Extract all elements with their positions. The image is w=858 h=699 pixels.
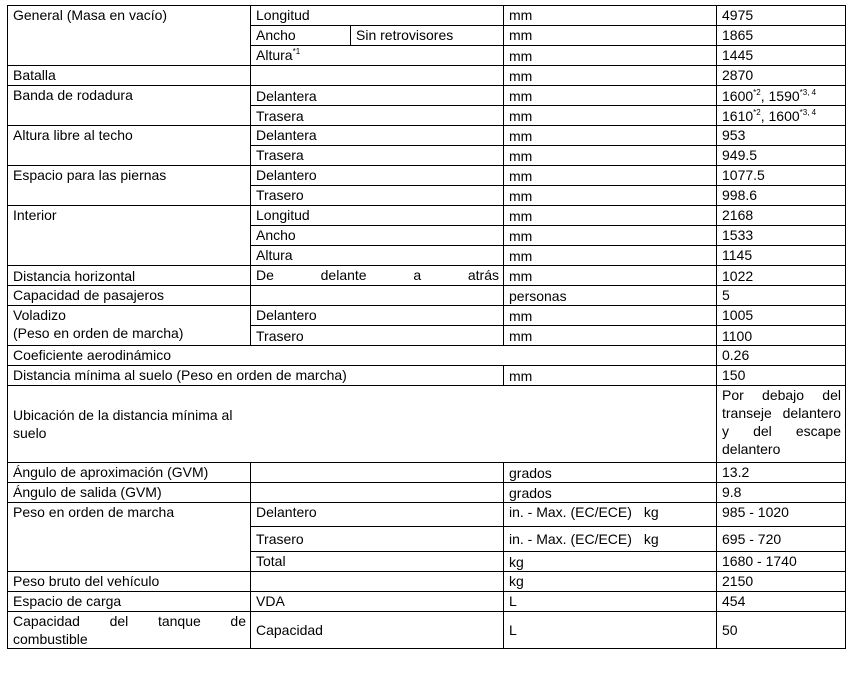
- row-label-altura-techo: Altura libre al techo: [8, 126, 251, 166]
- value-cell: 998.6: [717, 186, 846, 206]
- table-row: [8, 386, 846, 463]
- sub-label: Altura$^{*1}$: [251, 46, 504, 66]
- row-label-general: General (Masa en vacío): [8, 6, 251, 66]
- sub-label: Longitud: [251, 6, 504, 26]
- row-label-peso-bruto: Peso bruto del vehículo: [8, 572, 251, 592]
- value-cell: 695 - 720: [717, 527, 846, 552]
- value-cell: 9.8: [717, 483, 846, 503]
- table-row: [8, 503, 846, 527]
- row-label-aproximacion: Ángulo de aproximación (GVM): [8, 463, 251, 483]
- unit-cell: mm: [504, 226, 717, 246]
- value-cell: 1600$^{*2}$, 1590$^{*3, 4}$: [717, 86, 846, 106]
- unit-cell: mm: [504, 106, 717, 126]
- unit-cell: mm: [504, 186, 717, 206]
- sub-label: Altura: [251, 246, 504, 266]
- row-label-voladizo: Voladizo (Peso en orden de marcha): [8, 306, 251, 346]
- sub-label: Delantera: [251, 126, 504, 146]
- empty-cell: [251, 483, 504, 503]
- value-cell: 1145: [717, 246, 846, 266]
- unit-cell: mm: [504, 86, 717, 106]
- unit-cell: mm: [504, 326, 717, 346]
- value-cell: 1610$^{*2}$, 1600$^{*3, 4}$: [717, 106, 846, 126]
- empty-cell: [251, 66, 504, 86]
- unit-cell: mm: [504, 46, 717, 66]
- value-cell: 1077.5: [717, 166, 846, 186]
- unit-cell: mm: [504, 26, 717, 46]
- table-row: [8, 166, 846, 186]
- unit-cell: L: [504, 612, 717, 649]
- value-cell: 1100: [717, 326, 846, 346]
- table-row: [8, 86, 846, 106]
- empty-cell: [251, 463, 504, 483]
- value-cell: 5: [717, 286, 846, 306]
- table-row: [8, 286, 846, 306]
- sub-label: Trasero: [251, 186, 504, 206]
- table-row: [8, 266, 846, 286]
- unit-cell: mm: [504, 206, 717, 226]
- sub-label: Delantera: [251, 86, 504, 106]
- unit-cell: personas: [504, 286, 717, 306]
- table-row: [8, 612, 846, 649]
- row-label-banda: Banda de rodadura: [8, 86, 251, 126]
- row-label-aerodinamico: Coeficiente aerodinámico: [8, 346, 717, 366]
- row-label-distancia-horizontal: Distancia horizontal: [8, 266, 251, 286]
- sub-label: Longitud: [251, 206, 504, 226]
- sub-note: Sin retrovisores: [351, 26, 504, 46]
- empty-cell: [251, 286, 504, 306]
- value-cell: 953: [717, 126, 846, 146]
- value-cell: 1680 - 1740: [717, 552, 846, 572]
- table-row: [8, 126, 846, 146]
- unit-cell: mm: [504, 306, 717, 326]
- value-cell: 150: [717, 366, 846, 386]
- sub-label: Trasera: [251, 146, 504, 166]
- sub-label: Ancho: [251, 26, 351, 46]
- sub-label: Trasero: [251, 527, 504, 552]
- row-label-peso-marcha: Peso en orden de marcha: [8, 503, 251, 572]
- value-cell: 50: [717, 612, 846, 649]
- value-cell: 1533: [717, 226, 846, 246]
- table-row: [8, 66, 846, 86]
- spec-table: [7, 5, 846, 649]
- table-row: [8, 366, 846, 386]
- unit-cell: kg: [504, 572, 717, 592]
- table-row: [8, 6, 846, 26]
- unit-cell: in. - Max. (EC/ECE) kg: [504, 527, 717, 552]
- row-label-batalla: Batalla: [8, 66, 251, 86]
- value-cell: 2150: [717, 572, 846, 592]
- value-cell: 13.2: [717, 463, 846, 483]
- unit-cell: grados: [504, 483, 717, 503]
- unit-cell: kg: [504, 552, 717, 572]
- footnote-marker: *1: [292, 47, 301, 56]
- row-label-carga: Espacio de carga: [8, 592, 251, 612]
- value-cell: 1445: [717, 46, 846, 66]
- row-label-pasajeros: Capacidad de pasajeros: [8, 286, 251, 306]
- sub-label: De delante a atrás: [251, 266, 504, 286]
- row-label-distancia-suelo: Distancia mínima al suelo (Peso en orden de marcha): [8, 366, 504, 386]
- sub-label: VDA: [251, 592, 504, 612]
- sub-label: Trasero: [251, 326, 504, 346]
- sub-label: Delantero: [251, 503, 504, 527]
- row-label-ubicacion: Ubicación de la distancia mínima al suelo: [8, 386, 717, 463]
- value-cell: 1022: [717, 266, 846, 286]
- value-cell: 2870: [717, 66, 846, 86]
- value-cell: 985 - 1020: [717, 503, 846, 527]
- empty-cell: [251, 572, 504, 592]
- sub-label: Trasera: [251, 106, 504, 126]
- sub-label: Delantero: [251, 166, 504, 186]
- table-row: [8, 592, 846, 612]
- value-cell: 0.26: [717, 346, 846, 366]
- unit-cell: grados: [504, 463, 717, 483]
- row-label-tanque: Capacidad del tanque de combustible: [8, 612, 251, 649]
- table-row: [8, 206, 846, 226]
- value-cell: 949.5: [717, 146, 846, 166]
- value-cell: 1005: [717, 306, 846, 326]
- sub-label: Capacidad: [251, 612, 504, 649]
- unit-cell: mm: [504, 66, 717, 86]
- table-row: [8, 463, 846, 483]
- unit-cell: mm: [504, 366, 717, 386]
- unit-cell: in. - Max. (EC/ECE) kg: [504, 503, 717, 527]
- row-label-salida: Ángulo de salida (GVM): [8, 483, 251, 503]
- unit-cell: mm: [504, 246, 717, 266]
- value-cell: 4975: [717, 6, 846, 26]
- unit-cell: L: [504, 592, 717, 612]
- value-cell: 1865: [717, 26, 846, 46]
- table-row: [8, 572, 846, 592]
- table-row: [8, 483, 846, 503]
- unit-cell: mm: [504, 6, 717, 26]
- sub-label: Ancho: [251, 226, 504, 246]
- sub-label: Total: [251, 552, 504, 572]
- row-label-interior: Interior: [8, 206, 251, 266]
- table-row: [8, 306, 846, 326]
- unit-cell: mm: [504, 266, 717, 286]
- value-cell: Por debajo del transeje delantero y del escape delantero: [717, 386, 846, 463]
- value-cell: 454: [717, 592, 846, 612]
- value-cell: 2168: [717, 206, 846, 226]
- unit-cell: mm: [504, 166, 717, 186]
- row-label-piernas: Espacio para las piernas: [8, 166, 251, 206]
- table-row: [8, 346, 846, 366]
- unit-cell: mm: [504, 126, 717, 146]
- sub-label: Delantero: [251, 306, 504, 326]
- unit-cell: mm: [504, 146, 717, 166]
